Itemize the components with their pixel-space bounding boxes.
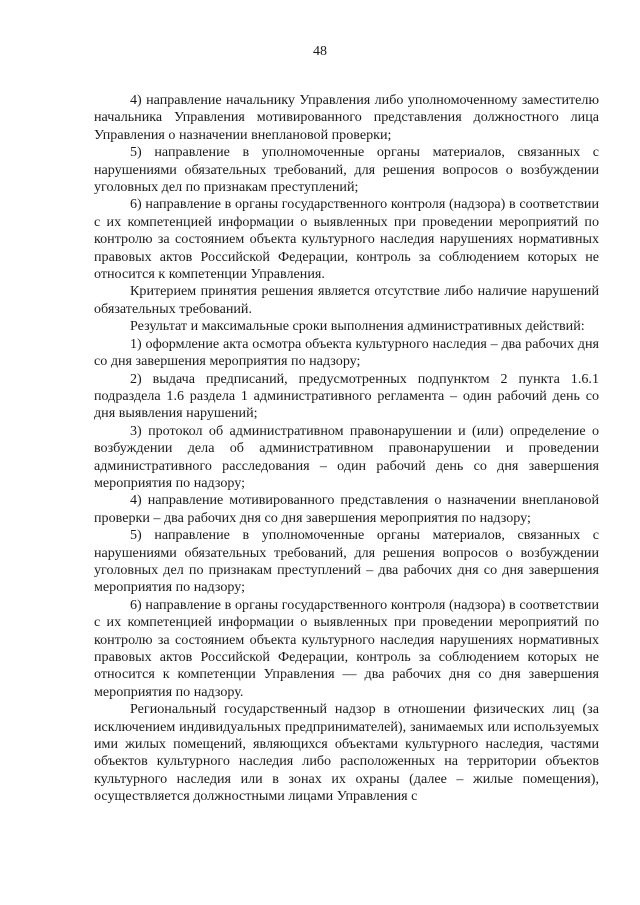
paragraph-item-5-materials: 5) направление в уполномоченные органы материалов, связанных с нарушениями обязательных требований, для решения вопросов о возбуждении уголовных дел по признакам преступлений; [94, 144, 599, 196]
paragraph-result-6: 6) направление в органы государственного контроля (надзора) в соответствии с их компетенцией информации о выявленных при проведении мероприятий по контролю за состоянием объекта культурного наследия нарушениях нормативных правовых актов Российской Федерации, контроль за соблюдением которых не относится к компетенции Управления — два рабочих дня со дня завершения мероприятия по надзору. [94, 596, 599, 700]
paragraph-result-5: 5) направление в уполномоченные органы материалов, связанных с нарушениями обязательных требований, для решения вопросов о возбуждении уголовных дел по признакам преступлений – два рабочих дня со дня завершения мероприятия по надзору; [94, 527, 599, 596]
paragraph-result-4: 4) направление мотивированного представления о назначении внеплановой проверки – два рабочих дня со дня завершения мероприятия по надзору; [94, 492, 599, 526]
paragraph-result-2: 2) выдача предписаний, предусмотренных подпунктом 2 пункта 1.6.1 подраздела 1.6 раздела 1 административного регламента – один рабочий день со дня выявления нарушений; [94, 370, 599, 422]
paragraph-results-intro: Результат и максимальные сроки выполнения административных действий: [130, 318, 585, 335]
paragraph-item-6-information: 6) направление в органы государственного контроля (надзора) в соответствии с их компетенцией информации о выявленных при проведении мероприятий по контролю за состоянием объекта культурного наследия нарушениях нормативных правовых актов Российской Федерации, контроль за соблюдением которых не относится к компетенции Управления. [94, 196, 599, 283]
document-body [94, 92, 599, 806]
paragraph-regional-supervision: Региональный государственный надзор в отношении физических лиц (за исключением индивидуальных предпринимателей), занимаемых или используемых ими жилых помещений, являющихся объектами культурного наследия, частями объектов культурного наследия либо расположенных на территории объектов культурного наследия или в зонах их охраны (далее – жилые помещения), осуществляется должностными лицами Управления с [94, 701, 599, 805]
paragraph-result-3: 3) протокол об административном правонарушении и (или) определение о возбуждении дела об административном правонарушении и проведении административного расследования – один рабочий день со дня завершения мероприятия по надзору; [94, 422, 599, 491]
paragraph-result-1: 1) оформление акта осмотра объекта культурного наследия – два рабочих дня со дня завершения мероприятия по надзору; [94, 335, 599, 370]
paragraph-decision-criterion: Критерием принятия решения является отсутствие либо наличие нарушений обязательных требований. [94, 283, 599, 317]
paragraph-item-4-submission: 4) направление начальнику Управления либо уполномоченному заместителю начальника Управления мотивированного представления должностного лица Управления о назначении внеплановой проверки; [94, 92, 599, 143]
page-number: 48 [313, 44, 327, 59]
